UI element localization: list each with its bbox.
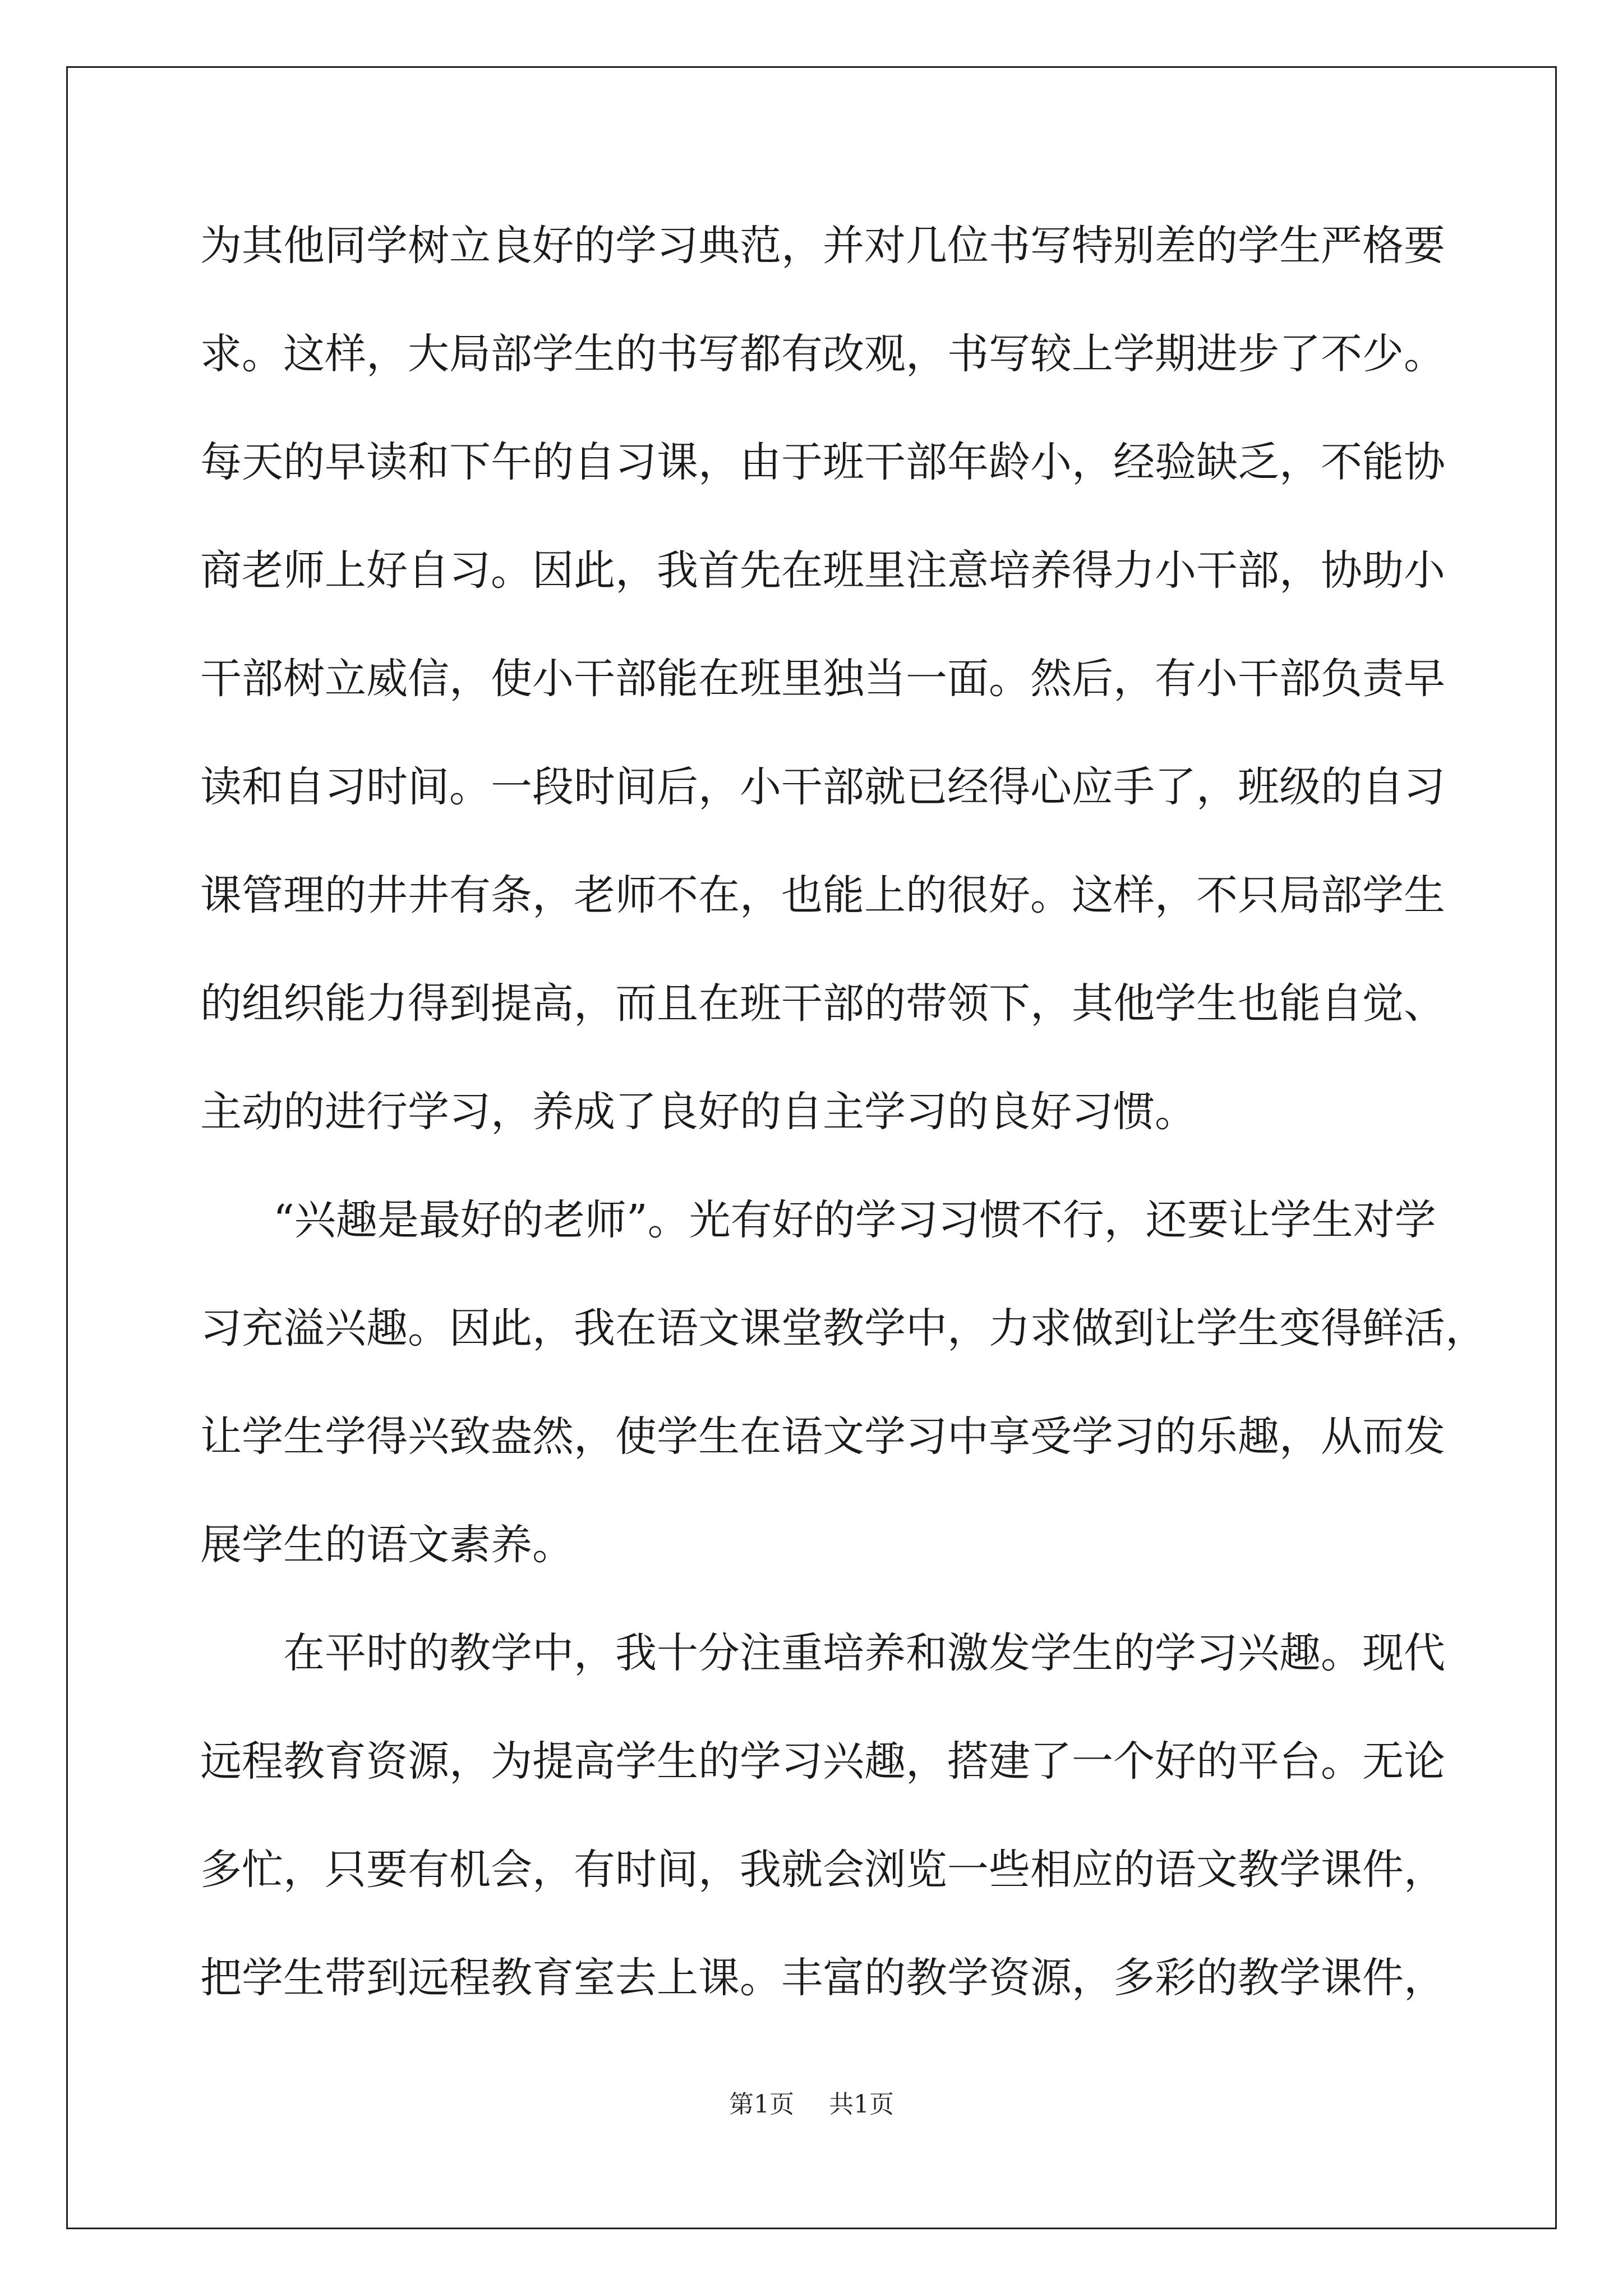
text-line: 读和自习时间。一段时间后，小干部就已经得心应手了，班级的自习 <box>200 763 1445 811</box>
text-line: 课管理的井井有条，老师不在，也能上的很好。这样，不只局部学生 <box>200 871 1445 919</box>
paragraph-first-line: 在平时的教学中，我十分注重培养和激发学生的学习兴趣。现代 <box>283 1629 1445 1677</box>
text-line: 干部树立威信，使小干部能在班里独当一面。然后，有小干部负责早 <box>200 655 1445 703</box>
text-line: 主动的进行学习，养成了良好的自主学习的良好习惯。 <box>200 1088 1196 1136</box>
paragraph-first-line: “兴趣是最好的老师”。光有好的学习习惯不行，还要让学生对学 <box>273 1196 1436 1244</box>
text-line: 商老师上好自习。因此，我首先在班里注意培养得力小干部，协助小 <box>200 546 1445 595</box>
text-line: 让学生学得兴致盎然，使学生在语文学习中享受学习的乐趣，从而发 <box>200 1412 1445 1461</box>
text-line: 习充溢兴趣。因此，我在语文课堂教学中，力求做到让学生变得鲜活， <box>200 1304 1487 1352</box>
page-number-current: 第1页 <box>729 2090 794 2119</box>
text-line: 的组织能力得到提高，而且在班干部的带领下，其他学生也能自觉、 <box>200 979 1445 1028</box>
text-line: 远程教育资源，为提高学生的学习兴趣，搭建了一个好的平台。无论 <box>200 1737 1445 1786</box>
text-line: 为其他同学树立良好的学习典范，并对几位书写特别差的学生严格要 <box>200 222 1445 270</box>
text-line: 把学生带到远程教育室去上课。丰富的教学资源，多彩的教学课件， <box>200 1954 1445 2002</box>
text-line: 求。这样，大局部学生的书写都有改观，书写较上学期进步了不少。 <box>200 330 1445 378</box>
text-line: 展学生的语文素养。 <box>200 1521 574 1569</box>
page-border <box>66 66 1557 2229</box>
page-footer <box>0 2088 1623 2122</box>
text-line: 多忙，只要有机会，有时间，我就会浏览一些相应的语文教学课件， <box>200 1846 1445 1894</box>
text-line: 每天的早读和下午的自习课，由于班干部年龄小，经验缺乏，不能协 <box>200 438 1445 486</box>
page-number-total: 共1页 <box>829 2090 894 2119</box>
